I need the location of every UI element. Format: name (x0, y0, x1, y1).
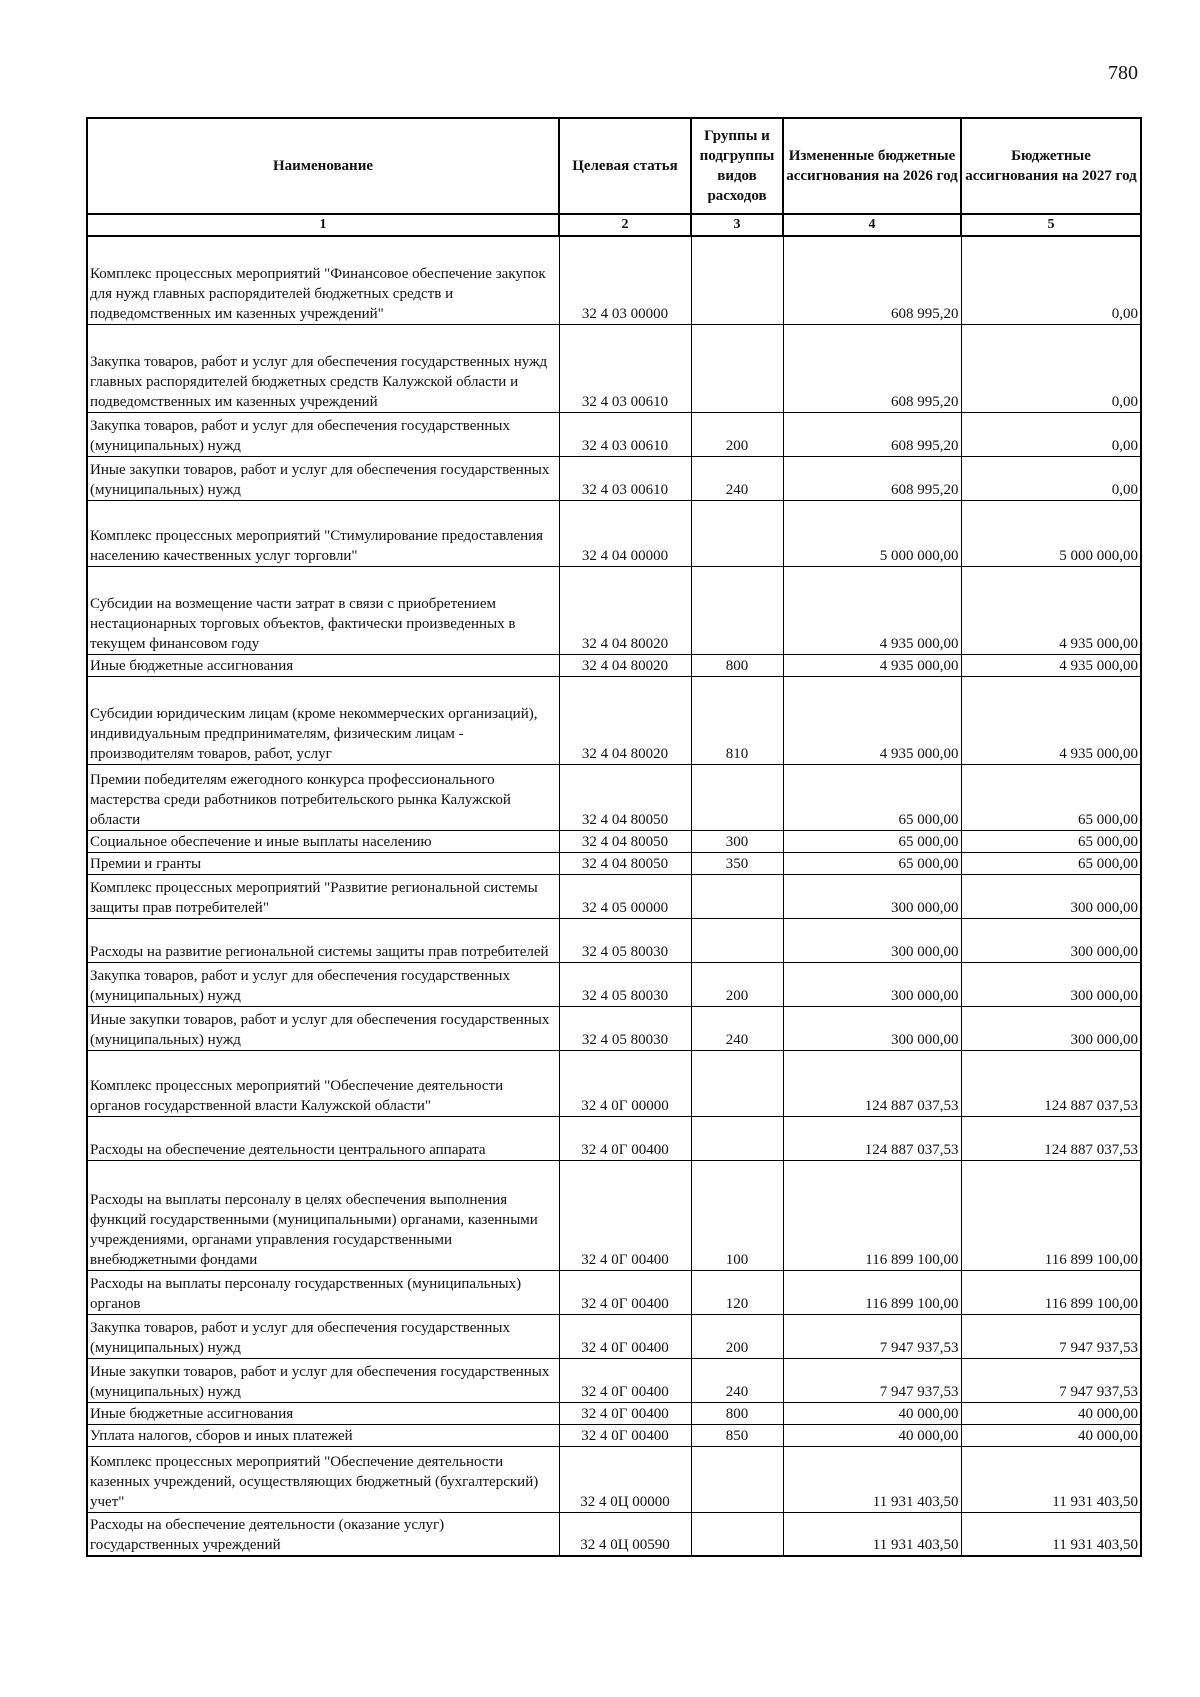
row-name: Социальное обеспечение и иные выплаты населению (87, 830, 559, 852)
row-allocation-2026: 40 000,00 (783, 1424, 961, 1446)
row-target-article: 32 4 03 00610 (559, 412, 691, 456)
row-target-article: 32 4 0Г 00400 (559, 1358, 691, 1402)
row-name: Уплата налогов, сборов и иных платежей (87, 1424, 559, 1446)
row-name: Премии и гранты (87, 852, 559, 874)
row-allocation-2026: 4 935 000,00 (783, 676, 961, 764)
row-name: Закупка товаров, работ и услуг для обеспечения государственных (муниципальных) нужд (87, 962, 559, 1006)
row-target-article: 32 4 05 80030 (559, 1006, 691, 1050)
table-row (87, 412, 1141, 456)
table-row (87, 236, 1141, 324)
table-row (87, 1424, 1141, 1446)
table-row (87, 918, 1141, 962)
row-allocation-2026: 11 931 403,50 (783, 1446, 961, 1512)
row-allocation-2027: 124 887 037,53 (961, 1050, 1141, 1116)
row-allocation-2027: 116 899 100,00 (961, 1160, 1141, 1270)
row-target-article: 32 4 04 80050 (559, 830, 691, 852)
row-name: Закупка товаров, работ и услуг для обеспечения государственных нужд главных распорядителей бюджетных средств Калужской области и подведомственных им казенных учреждений (87, 324, 559, 412)
table-row (87, 1358, 1141, 1402)
row-target-article: 32 4 0Г 00000 (559, 1050, 691, 1116)
table-row (87, 1402, 1141, 1424)
page-number: 780 (1108, 62, 1138, 84)
row-allocation-2026: 300 000,00 (783, 1006, 961, 1050)
row-expense-group: 800 (691, 654, 783, 676)
row-allocation-2026: 65 000,00 (783, 852, 961, 874)
row-allocation-2027: 4 935 000,00 (961, 566, 1141, 654)
budget-table (86, 117, 1142, 1557)
row-target-article: 32 4 04 00000 (559, 500, 691, 566)
row-allocation-2027: 5 000 000,00 (961, 500, 1141, 566)
row-expense-group (691, 918, 783, 962)
row-allocation-2027: 11 931 403,50 (961, 1512, 1141, 1556)
row-name: Комплекс процессных мероприятий "Обеспечение деятельности органов государственной власти Калужской области" (87, 1050, 559, 1116)
row-allocation-2026: 608 995,20 (783, 236, 961, 324)
table-row (87, 1446, 1141, 1512)
row-expense-group: 200 (691, 962, 783, 1006)
row-allocation-2027: 40 000,00 (961, 1402, 1141, 1424)
table-row (87, 676, 1141, 764)
row-allocation-2027: 0,00 (961, 456, 1141, 500)
row-expense-group: 240 (691, 1358, 783, 1402)
row-allocation-2027: 40 000,00 (961, 1424, 1141, 1446)
row-allocation-2027: 0,00 (961, 324, 1141, 412)
row-allocation-2027: 11 931 403,50 (961, 1446, 1141, 1512)
row-allocation-2027: 300 000,00 (961, 1006, 1141, 1050)
row-expense-group: 810 (691, 676, 783, 764)
row-expense-group (691, 1116, 783, 1160)
row-allocation-2027: 4 935 000,00 (961, 654, 1141, 676)
row-allocation-2026: 608 995,20 (783, 324, 961, 412)
row-target-article: 32 4 0Г 00400 (559, 1402, 691, 1424)
table-row (87, 1512, 1141, 1556)
row-allocation-2026: 65 000,00 (783, 830, 961, 852)
row-name: Расходы на обеспечение деятельности (оказание услуг) государственных учреждений (87, 1512, 559, 1556)
row-expense-group: 350 (691, 852, 783, 874)
row-name: Субсидии на возмещение части затрат в связи с приобретением нестационарных торговых объектов, фактически произведенных в текущем финансовом году (87, 566, 559, 654)
row-expense-group: 240 (691, 1006, 783, 1050)
table-row (87, 1006, 1141, 1050)
header-name: Наименование (87, 118, 559, 214)
row-allocation-2026: 7 947 937,53 (783, 1358, 961, 1402)
row-allocation-2027: 116 899 100,00 (961, 1270, 1141, 1314)
row-allocation-2027: 7 947 937,53 (961, 1314, 1141, 1358)
row-allocation-2026: 4 935 000,00 (783, 654, 961, 676)
row-name: Комплекс процессных мероприятий "Развитие региональной системы защиты прав потребителей" (87, 874, 559, 918)
row-target-article: 32 4 04 80020 (559, 676, 691, 764)
row-target-article: 32 4 0Г 00400 (559, 1116, 691, 1160)
row-expense-group: 800 (691, 1402, 783, 1424)
row-expense-group (691, 1050, 783, 1116)
table-row (87, 1314, 1141, 1358)
row-expense-group (691, 1512, 783, 1556)
table-row (87, 654, 1141, 676)
row-expense-group: 100 (691, 1160, 783, 1270)
row-expense-group (691, 566, 783, 654)
row-name: Комплекс процессных мероприятий "Финансовое обеспечение закупок для нужд главных распорядителей бюджетных средств и подведомственных им казенных учреждений" (87, 236, 559, 324)
table-row (87, 1050, 1141, 1116)
row-target-article: 32 4 0Г 00400 (559, 1160, 691, 1270)
table-row (87, 1160, 1141, 1270)
row-expense-group (691, 324, 783, 412)
row-allocation-2026: 300 000,00 (783, 874, 961, 918)
column-number: 1 (87, 214, 559, 236)
row-allocation-2026: 300 000,00 (783, 918, 961, 962)
row-allocation-2027: 65 000,00 (961, 830, 1141, 852)
row-name: Премии победителям ежегодного конкурса профессионального мастерства среди работников потребительского рынка Калужской области (87, 764, 559, 830)
row-name: Иные бюджетные ассигнования (87, 654, 559, 676)
row-allocation-2027: 65 000,00 (961, 764, 1141, 830)
row-allocation-2027: 4 935 000,00 (961, 676, 1141, 764)
header-target-article: Целевая статья (559, 118, 691, 214)
row-allocation-2027: 65 000,00 (961, 852, 1141, 874)
header-allocations-2026: Измененные бюджетные ассигнования на 2026 год (783, 118, 961, 214)
table-row (87, 1116, 1141, 1160)
column-number: 3 (691, 214, 783, 236)
row-expense-group (691, 874, 783, 918)
row-allocation-2027: 7 947 937,53 (961, 1358, 1141, 1402)
row-name: Расходы на обеспечение деятельности центрального аппарата (87, 1116, 559, 1160)
row-expense-group (691, 236, 783, 324)
row-target-article: 32 4 0Г 00400 (559, 1424, 691, 1446)
row-allocation-2027: 300 000,00 (961, 874, 1141, 918)
row-target-article: 32 4 05 80030 (559, 962, 691, 1006)
row-target-article: 32 4 0Г 00400 (559, 1270, 691, 1314)
row-name: Иные бюджетные ассигнования (87, 1402, 559, 1424)
row-name: Закупка товаров, работ и услуг для обеспечения государственных (муниципальных) нужд (87, 412, 559, 456)
row-name: Иные закупки товаров, работ и услуг для обеспечения государственных (муниципальных) нужд (87, 1006, 559, 1050)
row-name: Закупка товаров, работ и услуг для обеспечения государственных (муниципальных) нужд (87, 1314, 559, 1358)
row-name: Иные закупки товаров, работ и услуг для обеспечения государственных (муниципальных) нужд (87, 456, 559, 500)
row-target-article: 32 4 03 00610 (559, 324, 691, 412)
row-target-article: 32 4 04 80050 (559, 852, 691, 874)
row-allocation-2026: 116 899 100,00 (783, 1160, 961, 1270)
row-target-article: 32 4 05 80030 (559, 918, 691, 962)
row-allocation-2026: 300 000,00 (783, 962, 961, 1006)
row-target-article: 32 4 0Ц 00590 (559, 1512, 691, 1556)
row-allocation-2027: 0,00 (961, 236, 1141, 324)
header-allocations-2027: Бюджетные ассигнования на 2027 год (961, 118, 1141, 214)
row-target-article: 32 4 04 80020 (559, 654, 691, 676)
table-row (87, 764, 1141, 830)
row-expense-group (691, 1446, 783, 1512)
row-expense-group: 120 (691, 1270, 783, 1314)
column-number: 2 (559, 214, 691, 236)
row-expense-group: 240 (691, 456, 783, 500)
row-name: Иные закупки товаров, работ и услуг для обеспечения государственных (муниципальных) нужд (87, 1358, 559, 1402)
row-name: Комплекс процессных мероприятий "Обеспечение деятельности казенных учреждений, осуществляющих бюджетный (бухгалтерский) учет" (87, 1446, 559, 1512)
table-row (87, 500, 1141, 566)
row-allocation-2027: 124 887 037,53 (961, 1116, 1141, 1160)
row-target-article: 32 4 0Г 00400 (559, 1314, 691, 1358)
row-allocation-2026: 11 931 403,50 (783, 1512, 961, 1556)
row-expense-group (691, 764, 783, 830)
row-allocation-2027: 0,00 (961, 412, 1141, 456)
table-row (87, 852, 1141, 874)
table-row (87, 874, 1141, 918)
row-expense-group: 200 (691, 1314, 783, 1358)
row-allocation-2026: 608 995,20 (783, 412, 961, 456)
table-row (87, 962, 1141, 1006)
row-allocation-2026: 124 887 037,53 (783, 1116, 961, 1160)
table-row (87, 1270, 1141, 1314)
row-name: Субсидии юридическим лицам (кроме некоммерческих организаций), индивидуальным предпринимателям, физическим лицам - производителям товаров, работ, услуг (87, 676, 559, 764)
row-allocation-2026: 5 000 000,00 (783, 500, 961, 566)
column-number: 4 (783, 214, 961, 236)
row-expense-group (691, 500, 783, 566)
row-target-article: 32 4 03 00000 (559, 236, 691, 324)
row-allocation-2027: 300 000,00 (961, 962, 1141, 1006)
row-name: Комплекс процессных мероприятий "Стимулирование предоставления населению качественных услуг торговли" (87, 500, 559, 566)
row-expense-group: 200 (691, 412, 783, 456)
row-allocation-2026: 124 887 037,53 (783, 1050, 961, 1116)
row-target-article: 32 4 05 00000 (559, 874, 691, 918)
row-allocation-2027: 300 000,00 (961, 918, 1141, 962)
row-allocation-2026: 7 947 937,53 (783, 1314, 961, 1358)
row-allocation-2026: 65 000,00 (783, 764, 961, 830)
row-target-article: 32 4 03 00610 (559, 456, 691, 500)
row-target-article: 32 4 0Ц 00000 (559, 1446, 691, 1512)
row-expense-group: 850 (691, 1424, 783, 1446)
row-target-article: 32 4 04 80020 (559, 566, 691, 654)
row-allocation-2026: 608 995,20 (783, 456, 961, 500)
row-expense-group: 300 (691, 830, 783, 852)
table-body (87, 236, 1141, 1556)
row-allocation-2026: 4 935 000,00 (783, 566, 961, 654)
row-name: Расходы на развитие региональной системы защиты прав потребителей (87, 918, 559, 962)
column-number: 5 (961, 214, 1141, 236)
header-expense-groups: Группы и подгруппы видов расходов (691, 118, 783, 214)
row-name: Расходы на выплаты персоналу государственных (муниципальных) органов (87, 1270, 559, 1314)
table-row (87, 566, 1141, 654)
table-row (87, 456, 1141, 500)
row-name: Расходы на выплаты персоналу в целях обеспечения выполнения функций государственными (муниципальными) органами, казенными учреждениями, органами управления государственными внебюджетными фондами (87, 1160, 559, 1270)
table-row (87, 324, 1141, 412)
table-row (87, 830, 1141, 852)
row-target-article: 32 4 04 80050 (559, 764, 691, 830)
row-allocation-2026: 116 899 100,00 (783, 1270, 961, 1314)
row-allocation-2026: 40 000,00 (783, 1402, 961, 1424)
